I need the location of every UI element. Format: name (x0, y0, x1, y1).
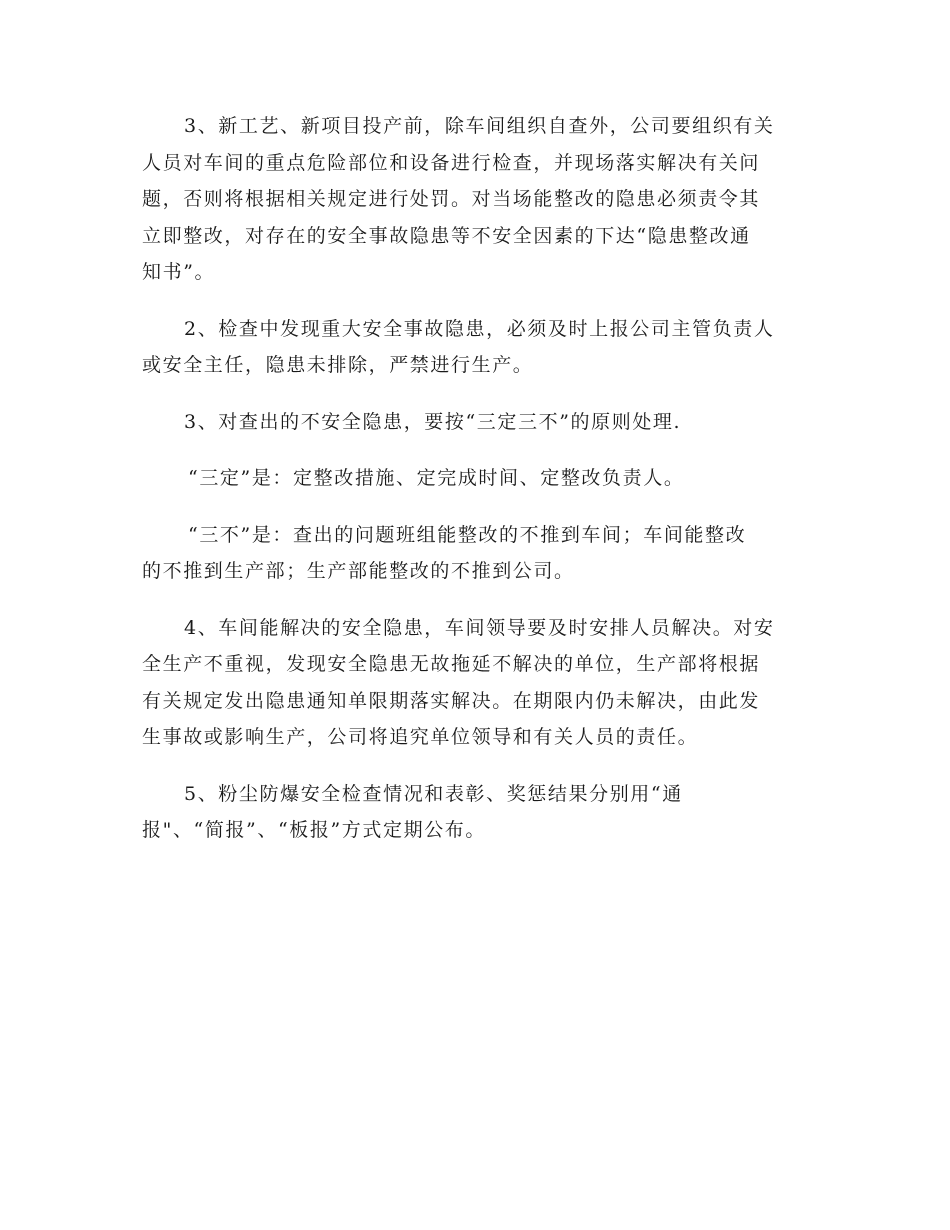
paragraph-line: 人员对车间的重点危险部位和设备进行检查，并现场落实解决有关问 (142, 151, 761, 174)
paragraph-line: 2、检查中发现重大安全事故隐患，必须及时上报公司主管负责人 (184, 317, 775, 340)
paragraph-new-process-inspection (142, 108, 808, 291)
paragraph-line: 3、对查出的不安全隐患，要按“三定三不”的原则处理. (184, 410, 682, 433)
paragraph-line: “三定”是：定整改措施、定完成时间、定整改负责人。 (188, 467, 685, 489)
paragraph-line: 的不推到生产部；生产部能整改的不推到公司。 (142, 560, 575, 582)
paragraph-line: 生事故或影响生产，公司将追究单位领导和有关人员的责任。 (142, 726, 699, 748)
paragraph-three-determinations (142, 460, 808, 497)
paragraph-major-hazard-report (142, 311, 808, 384)
paragraph-line: 立即整改，对存在的安全事故隐患等不安全因素的下达“隐患整改通 (142, 224, 751, 247)
paragraph-line: 3、新工艺、新项目投产前，除车间组织自查外，公司要组织有关 (184, 115, 775, 137)
paragraph-line: 有关规定发出隐患通知单限期落实解决。在期限内仍未解决，由此发 (142, 689, 761, 712)
paragraph-line: “三不”是：查出的问题班组能整改的不推到车间；车间能整改 (188, 523, 747, 546)
paragraph-line: 全生产不重视，发现安全隐患无故拖延不解决的单位，生产部将根据 (142, 653, 761, 675)
document-page (142, 108, 808, 869)
paragraph-line: 或安全主任，隐患未排除，严禁进行生产。 (142, 354, 534, 376)
paragraph-line: 4、车间能解决的安全隐患，车间领导要及时安排人员解决。对安 (184, 616, 775, 639)
paragraph-publication-methods (142, 776, 808, 849)
paragraph-three-principles (142, 404, 808, 441)
paragraph-line: 5、粉尘防爆安全检查情况和表彰、奖惩结果分别用“通 (184, 782, 683, 805)
paragraph-line: 报"、“简报”、“板报”方式定期公布。 (142, 819, 486, 841)
paragraph-three-no-push (142, 517, 808, 590)
paragraph-line: 知书”。 (142, 261, 216, 283)
paragraph-workshop-resolution (142, 610, 808, 756)
paragraph-line: 题，否则将根据相关规定进行处罚。对当场能整改的隐患必须责令其 (142, 188, 761, 210)
